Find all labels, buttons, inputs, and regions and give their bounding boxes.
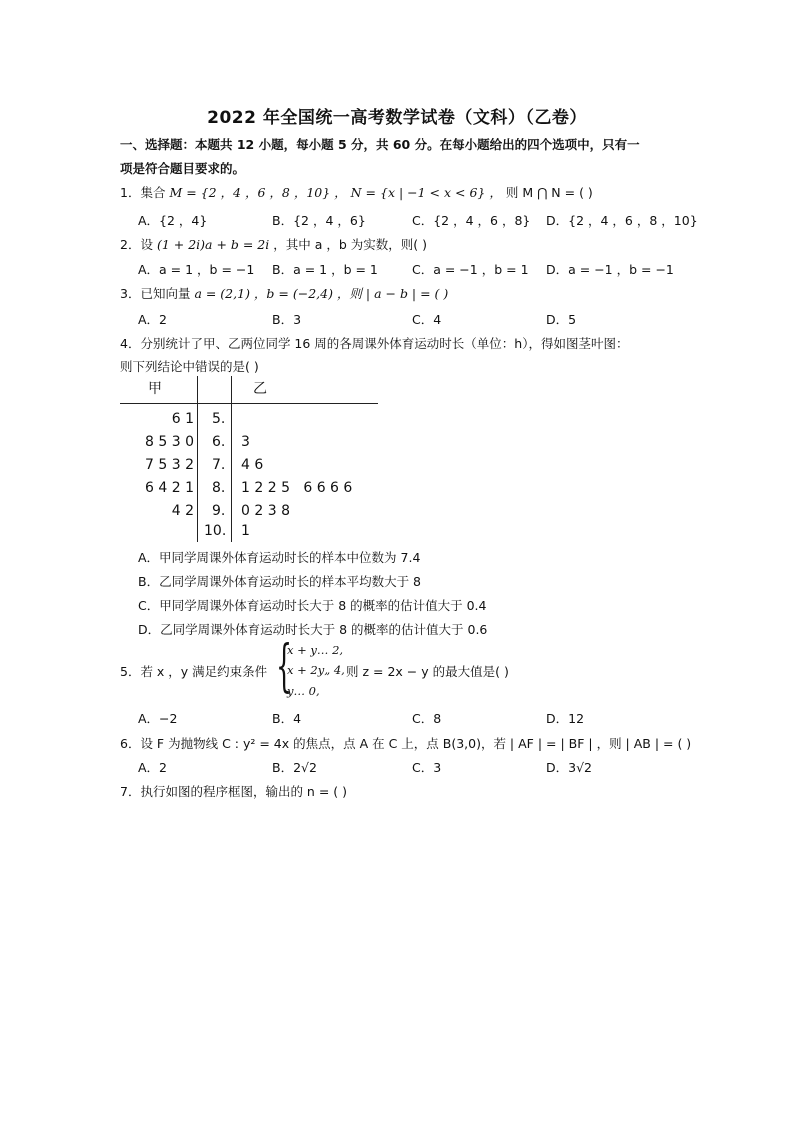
q1-ask: 则 M ⋂ N = ( )	[505, 185, 593, 200]
section-instructions-line2: 项是符合题目要求的。	[120, 161, 246, 176]
q5-option-d: D．12	[546, 711, 585, 726]
q2-expr: (1 + 2i)a + b = 2i	[156, 237, 270, 252]
plot-row-stem: 5.	[212, 411, 226, 427]
q2-option-a: A．a = 1 ，b = −1	[138, 262, 255, 277]
q3-option-d: D．5	[546, 312, 577, 327]
stem-and-leaf-plot	[120, 376, 382, 542]
plot-row-right: 0 2 3 8	[241, 503, 290, 519]
plot-row-left: 4 2	[171, 503, 194, 519]
plot-row-stem: 10.	[204, 523, 227, 539]
q5-stem: 5．若 x ，y 满足约束条件	[120, 664, 268, 679]
q2-option-c: C．a = −1 ，b = 1	[412, 262, 529, 277]
plot-left-divider-top	[197, 376, 198, 403]
q5-option-b: B．4	[272, 711, 302, 726]
q3-option-a: A．2	[138, 312, 168, 327]
q2-option-d: D．a = −1 ，b = −1	[546, 262, 674, 277]
question-3	[120, 284, 448, 302]
q2-rest: ，其中 a ，b 为实数，则( )	[273, 237, 427, 252]
question-1	[120, 183, 593, 201]
q3-option-b: B．3	[272, 312, 302, 327]
plot-row-right: 1	[241, 523, 250, 539]
q5-constraint-3: y… 0,	[287, 684, 320, 698]
plot-row-right: 4 6	[241, 457, 264, 473]
q5-brace: {	[276, 634, 293, 699]
q5-constraint-1: x + y… 2,	[287, 643, 344, 657]
plot-row-right: 1 2 2 5 6 6 6 6	[241, 480, 353, 496]
q1-stem: 1．集合	[120, 185, 166, 200]
plot-row-stem: 7.	[212, 457, 226, 473]
plot-row-left: 6 1	[171, 411, 194, 427]
plot-row-left: 7 5 3 2	[145, 457, 194, 473]
plot-row-right: 3	[241, 434, 250, 450]
q1-option-d: D．{2 ，4 ，6 ，8 ，10}	[546, 213, 698, 228]
q1-set-m: M = {2 ，4 ，6 ，8 ，10} ，	[169, 185, 347, 200]
q5-option-a: A．−2	[138, 711, 178, 726]
plot-row-left: 6 4 2 1	[145, 480, 194, 496]
q1-option-c: C．{2 ，4 ，6 ，8}	[412, 213, 531, 228]
plot-row-stem: 9.	[212, 503, 226, 519]
q5-constraint-2: x + 2y„ 4,	[287, 663, 345, 677]
q6-option-a: A．2	[138, 760, 168, 775]
q1-option-a: A．{2 ，4}	[138, 213, 208, 228]
plot-left-divider	[197, 404, 198, 542]
q1-set-n: N = {x | −1 < x < 6} ，	[350, 185, 502, 200]
q4-option-b: B．乙同学周课外体育运动时长的样本平均数大于 8	[138, 574, 422, 589]
plot-right-header: 乙	[253, 381, 267, 397]
q5-option-c: C．8	[412, 711, 442, 726]
plot-right-divider	[231, 376, 232, 542]
q6-option-d: D．3√2	[546, 760, 592, 775]
q6-option-b: B．2√2	[272, 760, 317, 775]
plot-row-stem: 8.	[212, 480, 226, 496]
q4-option-a: A．甲同学周课外体育运动时长的样本中位数为 7.4	[138, 550, 421, 565]
q3-option-c: C．4	[412, 312, 442, 327]
plot-row-stem: 6.	[212, 434, 226, 450]
question-7: 7．执行如图的程序框图，输出的 n = ( )	[120, 784, 347, 799]
q4-option-c: C．甲同学周课外体育运动时长大于 8 的概率的估计值大于 0.4	[138, 598, 487, 613]
question-4-line1: 4．分别统计了甲、乙两位同学 16 周的各周课外体育运动时长（单位：h），得如图茎叶图：	[120, 336, 629, 351]
q4-option-d: D．乙同学周课外体育运动时长大于 8 的概率的估计值大于 0.6	[138, 622, 488, 637]
question-2	[120, 235, 427, 253]
section-instructions-line1: 一、选择题：本题共 12 小题，每小题 5 分，共 60 分。在每小题给出的四个选项中，只有一	[120, 137, 640, 152]
q2-stem: 2．设	[120, 237, 153, 252]
q2-option-b: B．a = 1 ，b = 1	[272, 262, 378, 277]
question-4-line2: 则下列结论中错误的是( )	[120, 359, 259, 374]
plot-left-header: 甲	[148, 381, 162, 397]
q3-expr: a = (2,1) ，b = (−2,4) ，则 | a − b | = ( )	[194, 286, 449, 301]
q5-ask: 则 z = 2x − y 的最大值是( )	[346, 664, 509, 679]
q1-option-b: B．{2 ，4 ，6}	[272, 213, 366, 228]
plot-row-left: 8 5 3 0	[145, 434, 194, 450]
page-title: 2022 年全国统一高考数学试卷（文科）（乙卷）	[207, 108, 587, 128]
q6-option-c: C．3	[412, 760, 442, 775]
question-6: 6．设 F 为抛物线 C : y² = 4x 的焦点，点 A 在 C 上，点 B(3,0)，若 | AF | = | BF | ，则 | AB | = ( )	[120, 736, 692, 751]
plot-header-rule	[120, 403, 378, 404]
q3-stem: 3．已知向量	[120, 286, 191, 301]
